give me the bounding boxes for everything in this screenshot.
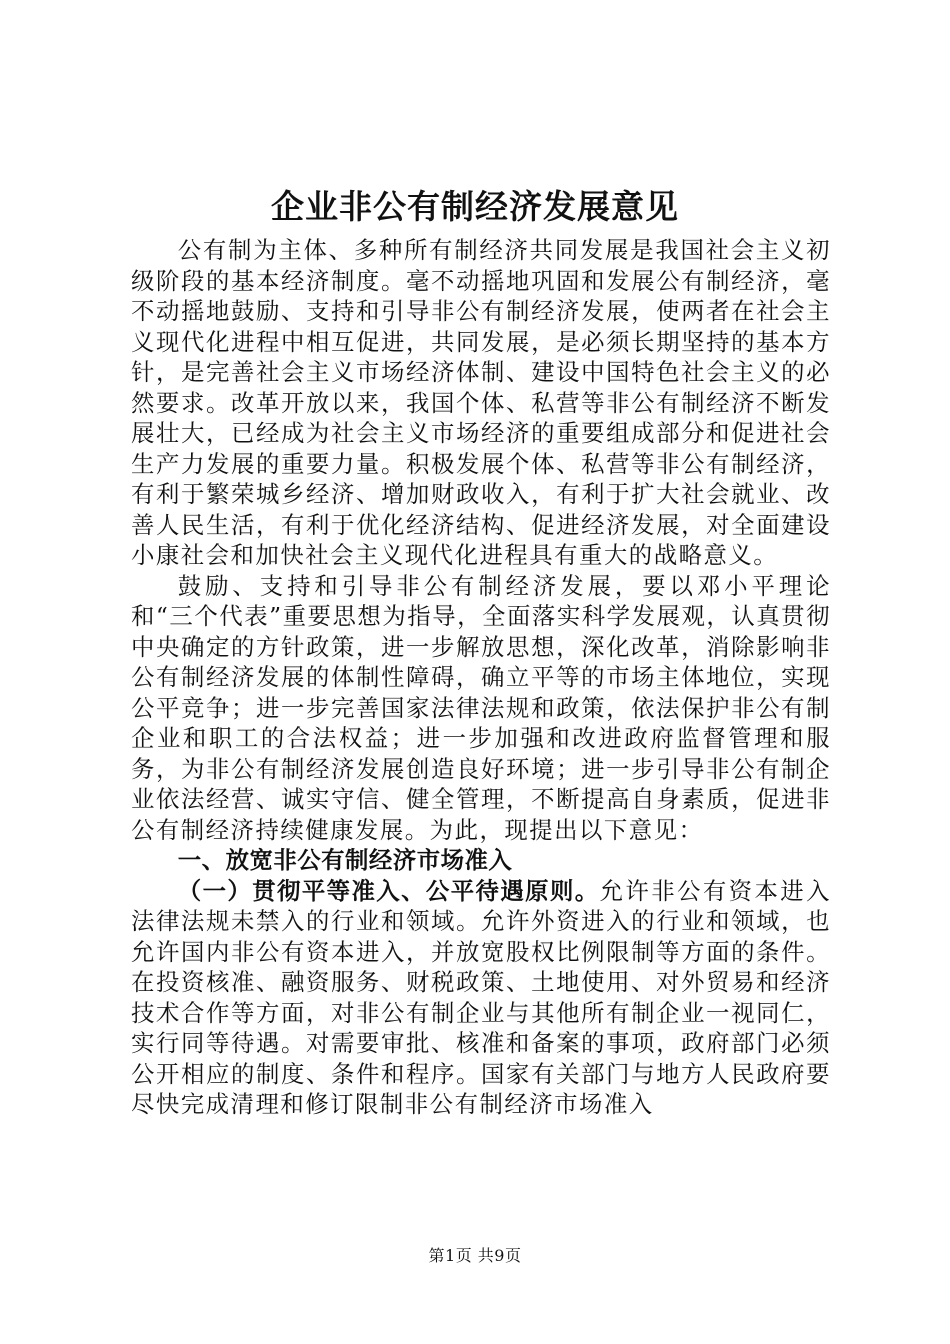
section-heading-1: 一、放宽非公有制经济市场准入 [177,846,513,874]
document-title: 企业非公有制经济发展意见 [271,187,679,226]
paragraph-section-1-1 [131,876,831,1120]
document-body [131,235,831,1120]
page-footer: 第1页 共9页 [428,1246,522,1265]
paragraph-intro: 公有制为主体、多种所有制经济共同发展是我国社会主义初级阶段的基本经济制度。毫不动摇地巩固和发展公有制经济，毫不动摇地鼓励、支持和引导非公有制经济发展，使两者在社会主义现代化进程中相互促进，共同发展，是必须长期坚持的基本方针，是完善社会主义市场经济体制、建设中国特色社会主义的必然要求。改革开放以来，我国个体、私营等非公有制经济不断发展壮大，已经成为社会主义市场经济的重要组成部分和促进社会生产力发展的重要力量。积极发展个体、私营等非公有制经济，有利于繁荣城乡经济、增加财政收入，有利于扩大社会就业、改善人民生活，有利于优化经济结构、促进经济发展，对全面建设小康社会和加快社会主义现代化进程具有重大的战略意义。 [131,236,831,569]
paragraph-guidance: 鼓励、支持和引导非公有制经济发展，要以邓小平理论和“三个代表”重要思想为指导，全面落实科学发展观，认真贯彻中央确定的方针政策，进一步解放思想，深化改革，消除影响非公有制经济发展的体制性障碍，确立平等的市场主体地位，实现公平竞争；进一步完善国家法律法规和政策，依法保护非公有制企业和职工的合法权益；进一步加强和改进政府监督管理和服务，为非公有制经济发展创造良好环境；进一步引导非公有制企业依法经营、诚实守信、健全管理，不断提高自身素质，促进非公有制经济持续健康发展。为此，现提出以下意见： [131,571,831,844]
subsection-heading-1-1: （一）贯彻平等准入、公平待遇原则。 [177,876,600,905]
subsection-text-1-1: 允许非公有资本进入法律法规未禁入的行业和领域。允许外资进入的行业和领域，也允许国内非公有资本进入，并放宽股权比例限制等方面的条件。在投资核准、融资服务、财税政策、土地使用、对外贸易和经济技术合作等方面，对非公有制企业与其他所有制企业一视同仁，实行同等待遇。对需要审批、核准和备案的事项，政府部门必须公开相应的制度、条件和程序。国家有关部门与地方人民政府要尽快完成清理和修订限制非公有制经济市场准入 [131,876,831,1118]
